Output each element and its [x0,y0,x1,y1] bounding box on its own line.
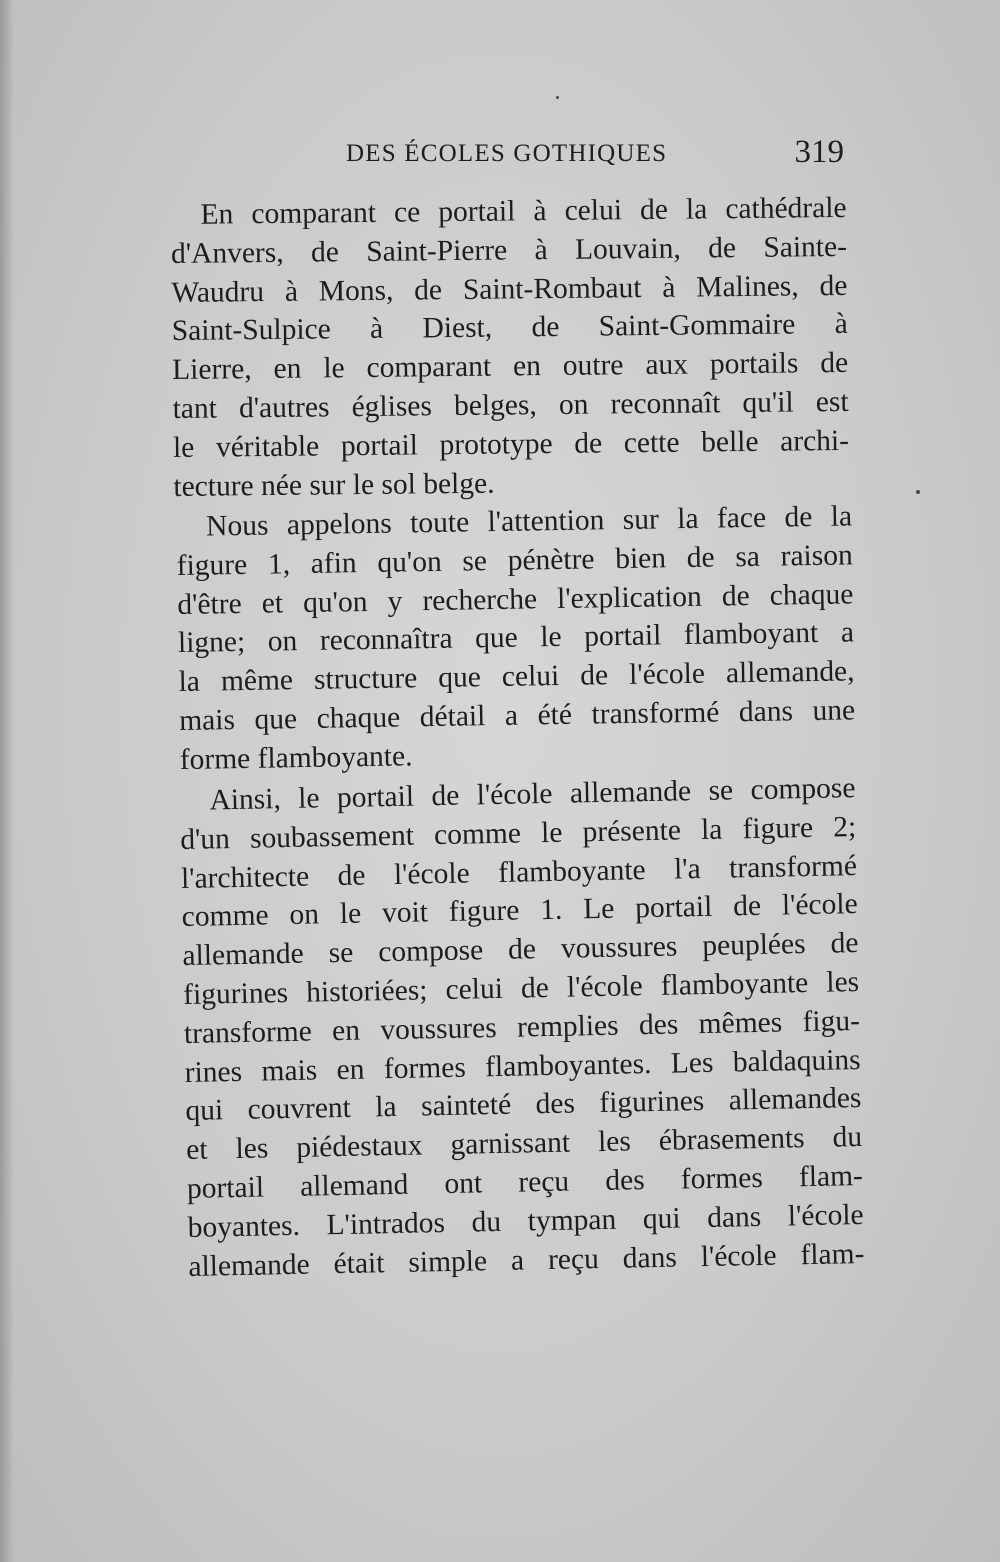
body-text [170,191,865,1286]
text-line: figurines historiées; celui de l'école flamboyante les [182,965,860,1011]
text-line: ligne; on reconnaîtra que le portail flamboyant a [177,617,855,660]
text-line: d'un soubassement comme le présente la figure 2; [179,810,857,856]
running-title: DES ÉCOLES GOTHIQUES [346,140,668,167]
text-line: la même structure que celui de l'école allemande, [178,655,855,699]
text-line: transforme en voussures remplies des mêmes figu- [183,1004,861,1050]
text-line: d'Anvers, de Saint-Pierre à Louvain, de Sainte- [170,230,848,270]
paper-speck [916,490,920,494]
paragraph-2 [176,498,856,780]
text-line: mais que chaque détail a été transformé dans une [178,694,856,738]
paper-speck [556,96,559,99]
text-line: Lierre, en le comparant en outre aux portails de [172,347,849,387]
text-line: Saint-Sulpice à Diest, de Saint-Gommaire à [171,308,848,348]
text-line: forme flamboyante. [179,740,413,777]
page-number: 319 [794,134,844,170]
paragraph-3 [179,769,865,1286]
text-line: figure 1, afin qu'on se pénètre bien de sa raison [176,539,853,583]
text-line: l'architecte de l'école flamboyante l'a transformé [180,849,858,895]
text-line: rines mais en formes flamboyantes. Les baldaquins [184,1043,861,1089]
page-edge-shadow [0,0,14,1562]
paragraph-1 [170,189,849,506]
text-line: Waudru à Mons, de Saint-Rombaut à Malines, de [171,269,848,309]
text-line: d'être et qu'on y recherche l'explication de chaque [177,578,854,621]
text-line: Ainsi, le portail de l'école allemande se compose [209,772,856,817]
text-line: et les piédestaux garnissant les ébrasements du [185,1121,863,1167]
text-line: tant d'autres églises belges, on reconnaît qu'il est [172,385,849,425]
text-line: boyantes. L'intrados du tympan qui dans l'école [187,1198,864,1244]
text-line: comme on le voit figure 1. Le portail de l'école [181,888,858,934]
text-line: En comparant ce portail à celui de la cathédrale [200,191,847,231]
text-line: portail allemand ont reçu des formes flam- [186,1159,864,1205]
text-line: le véritable portail prototype de cette belle archi- [172,424,850,464]
running-header [170,134,850,178]
text-line: qui couvrent la sainteté des figurines allemandes [185,1082,862,1128]
text-line: tecture née sur le sol belge. [173,467,495,503]
text-line: allemande se compose de voussures peuplées de [182,927,859,973]
text-line: Nous appelons toute l'attention sur la face de la [205,500,853,543]
text-line: allemande était simple a reçu dans l'école flam- [188,1237,865,1283]
